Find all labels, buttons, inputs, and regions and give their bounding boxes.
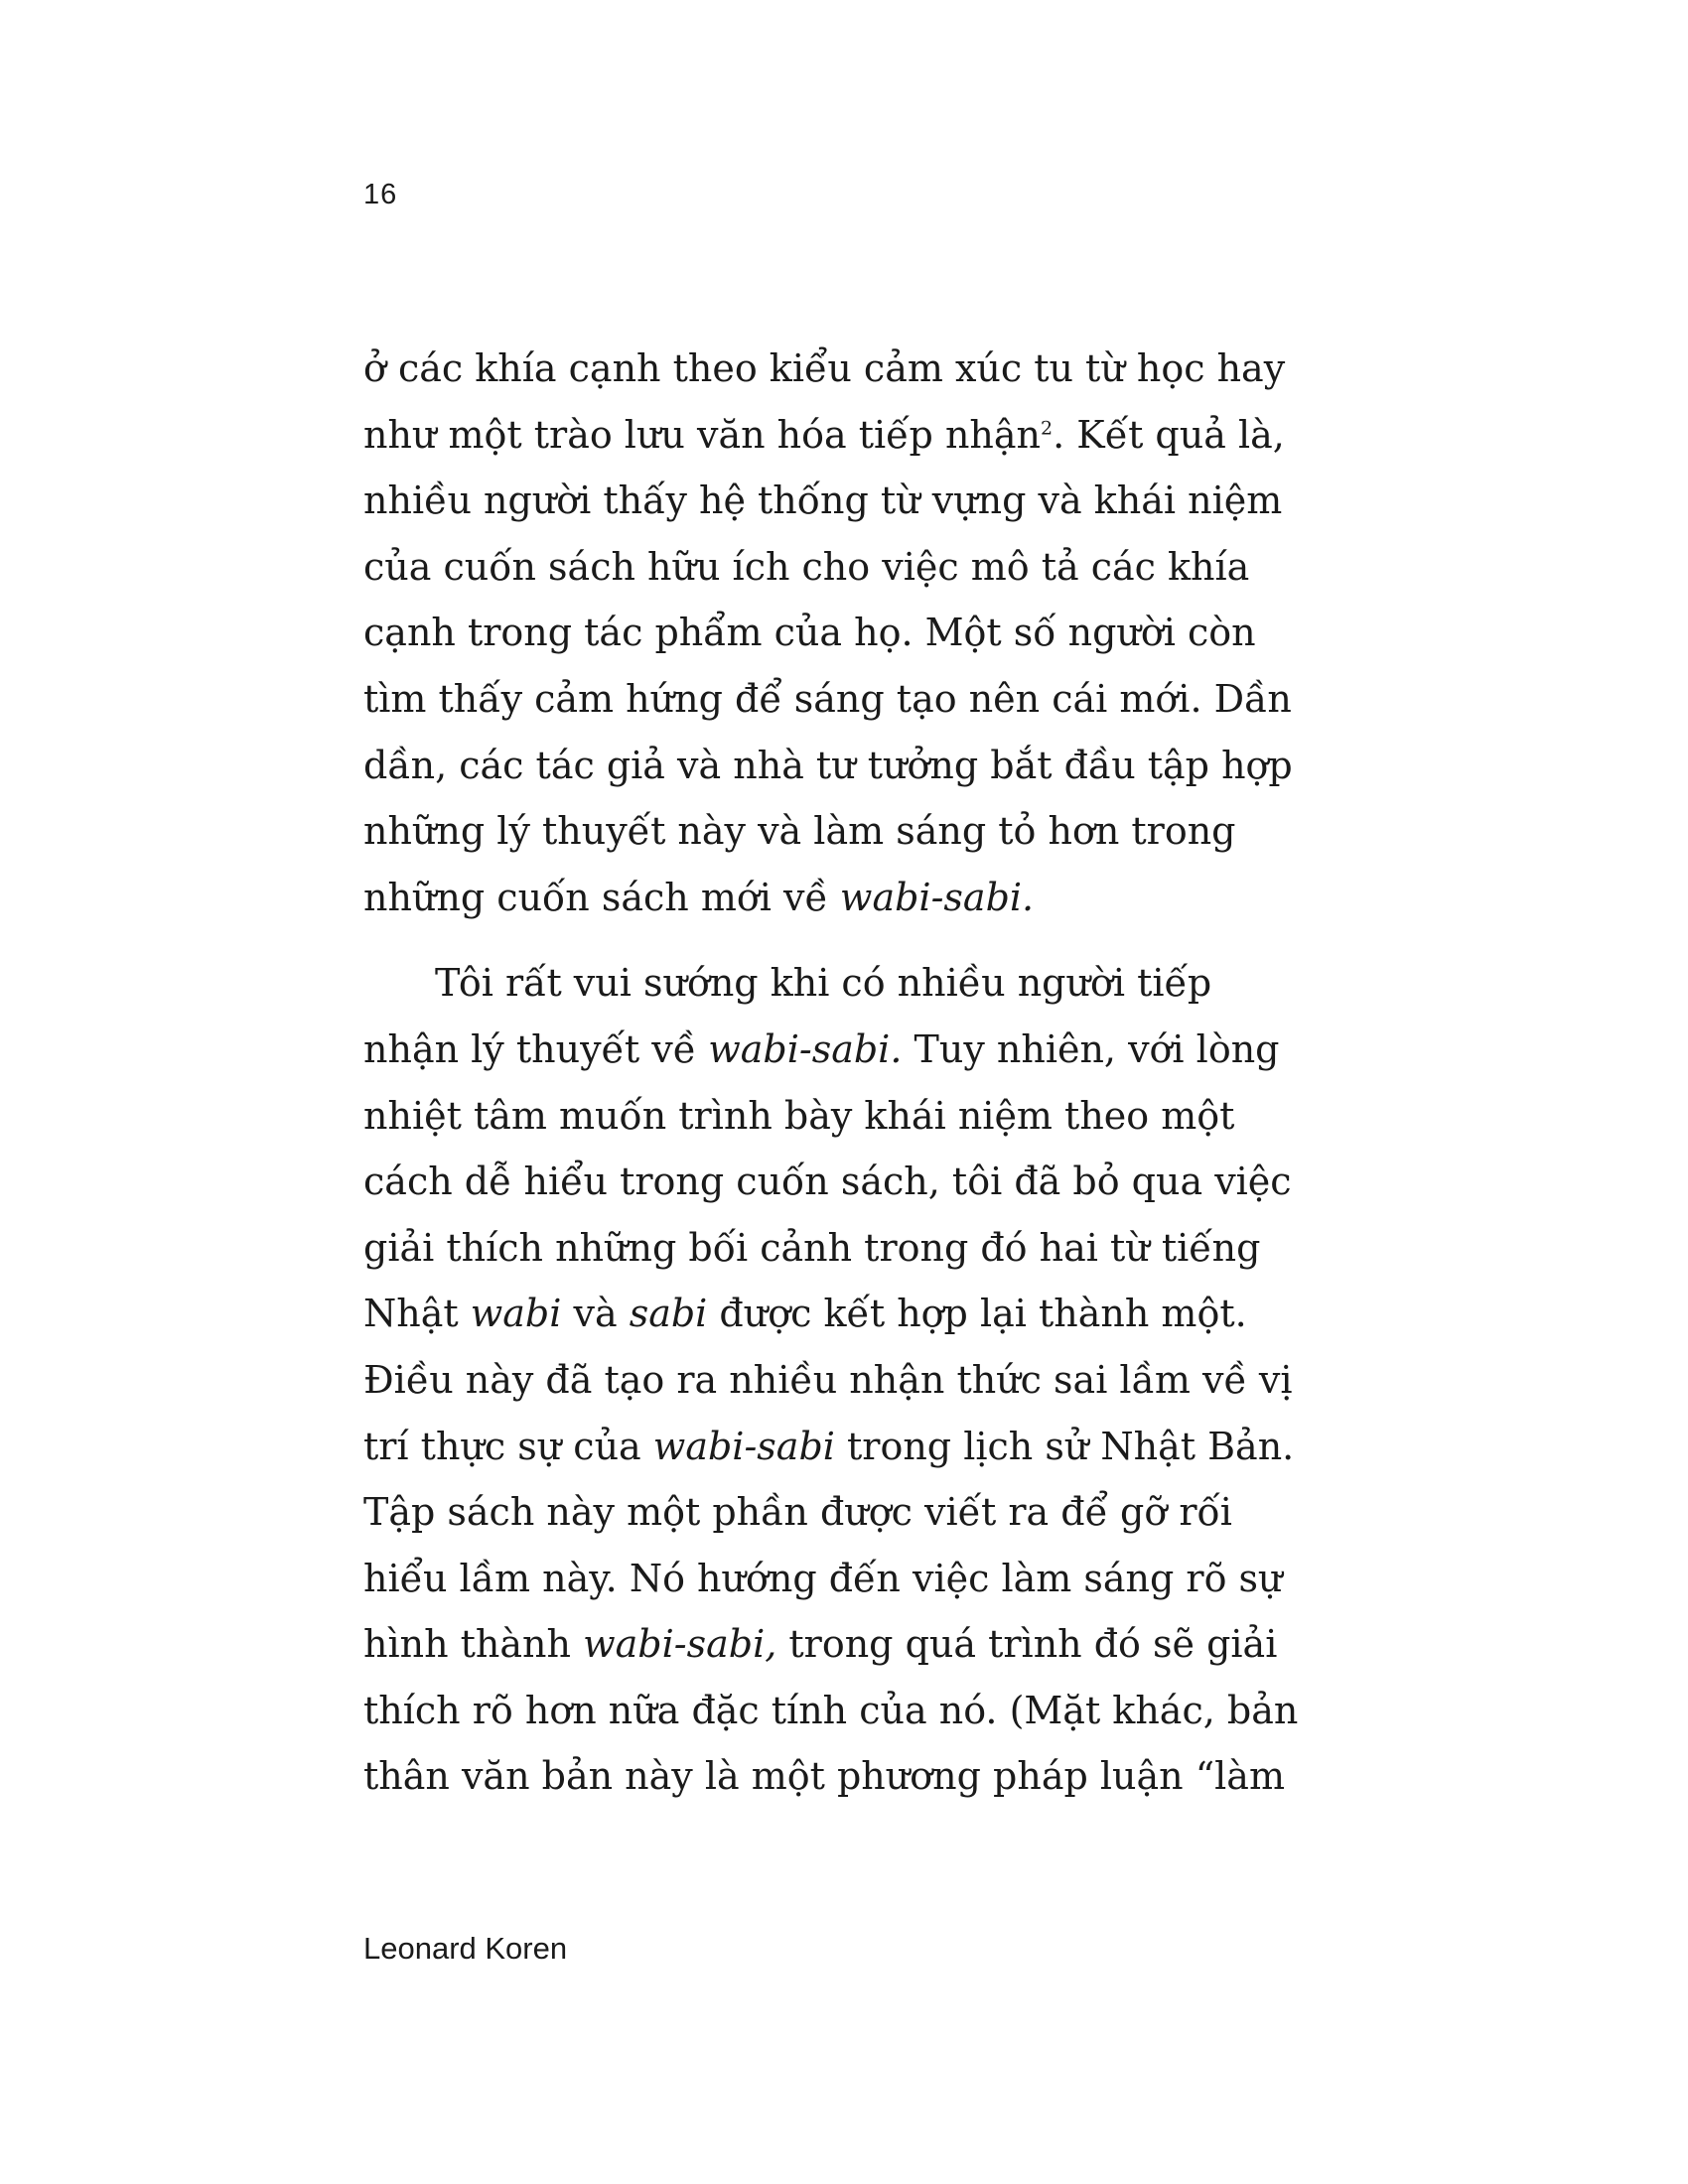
text-line: thân văn bản này là một phương pháp luận “làm: [363, 1754, 1285, 1799]
text-line: nhiệt tâm muốn trình bày khái niệm theo một: [363, 1093, 1235, 1138]
footnote-marker: 2: [1041, 416, 1054, 439]
text-line: trí thực sự của wabi-sabi trong lịch sử Nhật Bản.: [363, 1424, 1295, 1468]
text-line: của cuốn sách hữu ích cho việc mô tả các khía: [363, 544, 1250, 589]
text-line: giải thích những bối cảnh trong đó hai từ tiếng: [363, 1225, 1261, 1270]
paragraph-gap: [363, 930, 1346, 950]
italic-term: sabi: [629, 1292, 708, 1336]
text-line: nhiều người thấy hệ thống từ vựng và khái niệm: [363, 478, 1283, 523]
text-line: nhận lý thuyết về wabi-sabi. Tuy nhiên, với lòng: [363, 1026, 1280, 1071]
body-text: [363, 336, 1346, 1810]
text-line: Tôi rất vui sướng khi có nhiều người tiếp: [435, 961, 1212, 1006]
text-line: Nhật wabi và sabi được kết hợp lại thành một.: [363, 1292, 1247, 1336]
page-number: 16: [363, 179, 398, 210]
italic-term: wabi-sabi: [652, 1424, 835, 1468]
text-line: cách dễ hiểu trong cuốn sách, tôi đã bỏ qua việc: [363, 1160, 1292, 1204]
text-line: hình thành wabi-sabi, trong quá trình đó sẽ giải: [363, 1622, 1278, 1667]
text-line: tìm thấy cảm hứng để sáng tạo nên cái mới. Dần: [363, 676, 1292, 721]
text-line: những cuốn sách mới về wabi-sabi.: [363, 875, 1035, 919]
italic-term: wabi-sabi,: [583, 1622, 777, 1667]
text-line: thích rõ hơn nữa đặc tính của nó. (Mặt khác, bản: [363, 1688, 1299, 1732]
text-line: dần, các tác giả và nhà tư tưởng bắt đầu tập hợp: [363, 743, 1293, 787]
text-line: hiểu lầm này. Nó hướng đến việc làm sáng rõ sự: [363, 1556, 1283, 1600]
footer-author: Leonard Koren: [363, 1931, 568, 1966]
italic-term: wabi-sabi.: [708, 1026, 903, 1071]
text-line: Tập sách này một phần được viết ra để gỡ rối: [363, 1490, 1232, 1535]
text-line: như một trào lưu văn hóa tiếp nhận$^2$. Kết quả là,: [363, 412, 1285, 457]
italic-term: wabi-sabi.: [839, 875, 1035, 919]
text-line: những lý thuyết này và làm sáng tỏ hơn trong: [363, 809, 1236, 854]
text-line: ở các khía cạnh theo kiểu cảm xúc tu từ học hay: [363, 346, 1286, 390]
text-line: cạnh trong tác phẩm của họ. Một số người còn: [363, 611, 1256, 655]
italic-term: wabi: [470, 1292, 562, 1336]
text-line: Điều này đã tạo ra nhiều nhận thức sai lầm về vị: [363, 1357, 1293, 1402]
